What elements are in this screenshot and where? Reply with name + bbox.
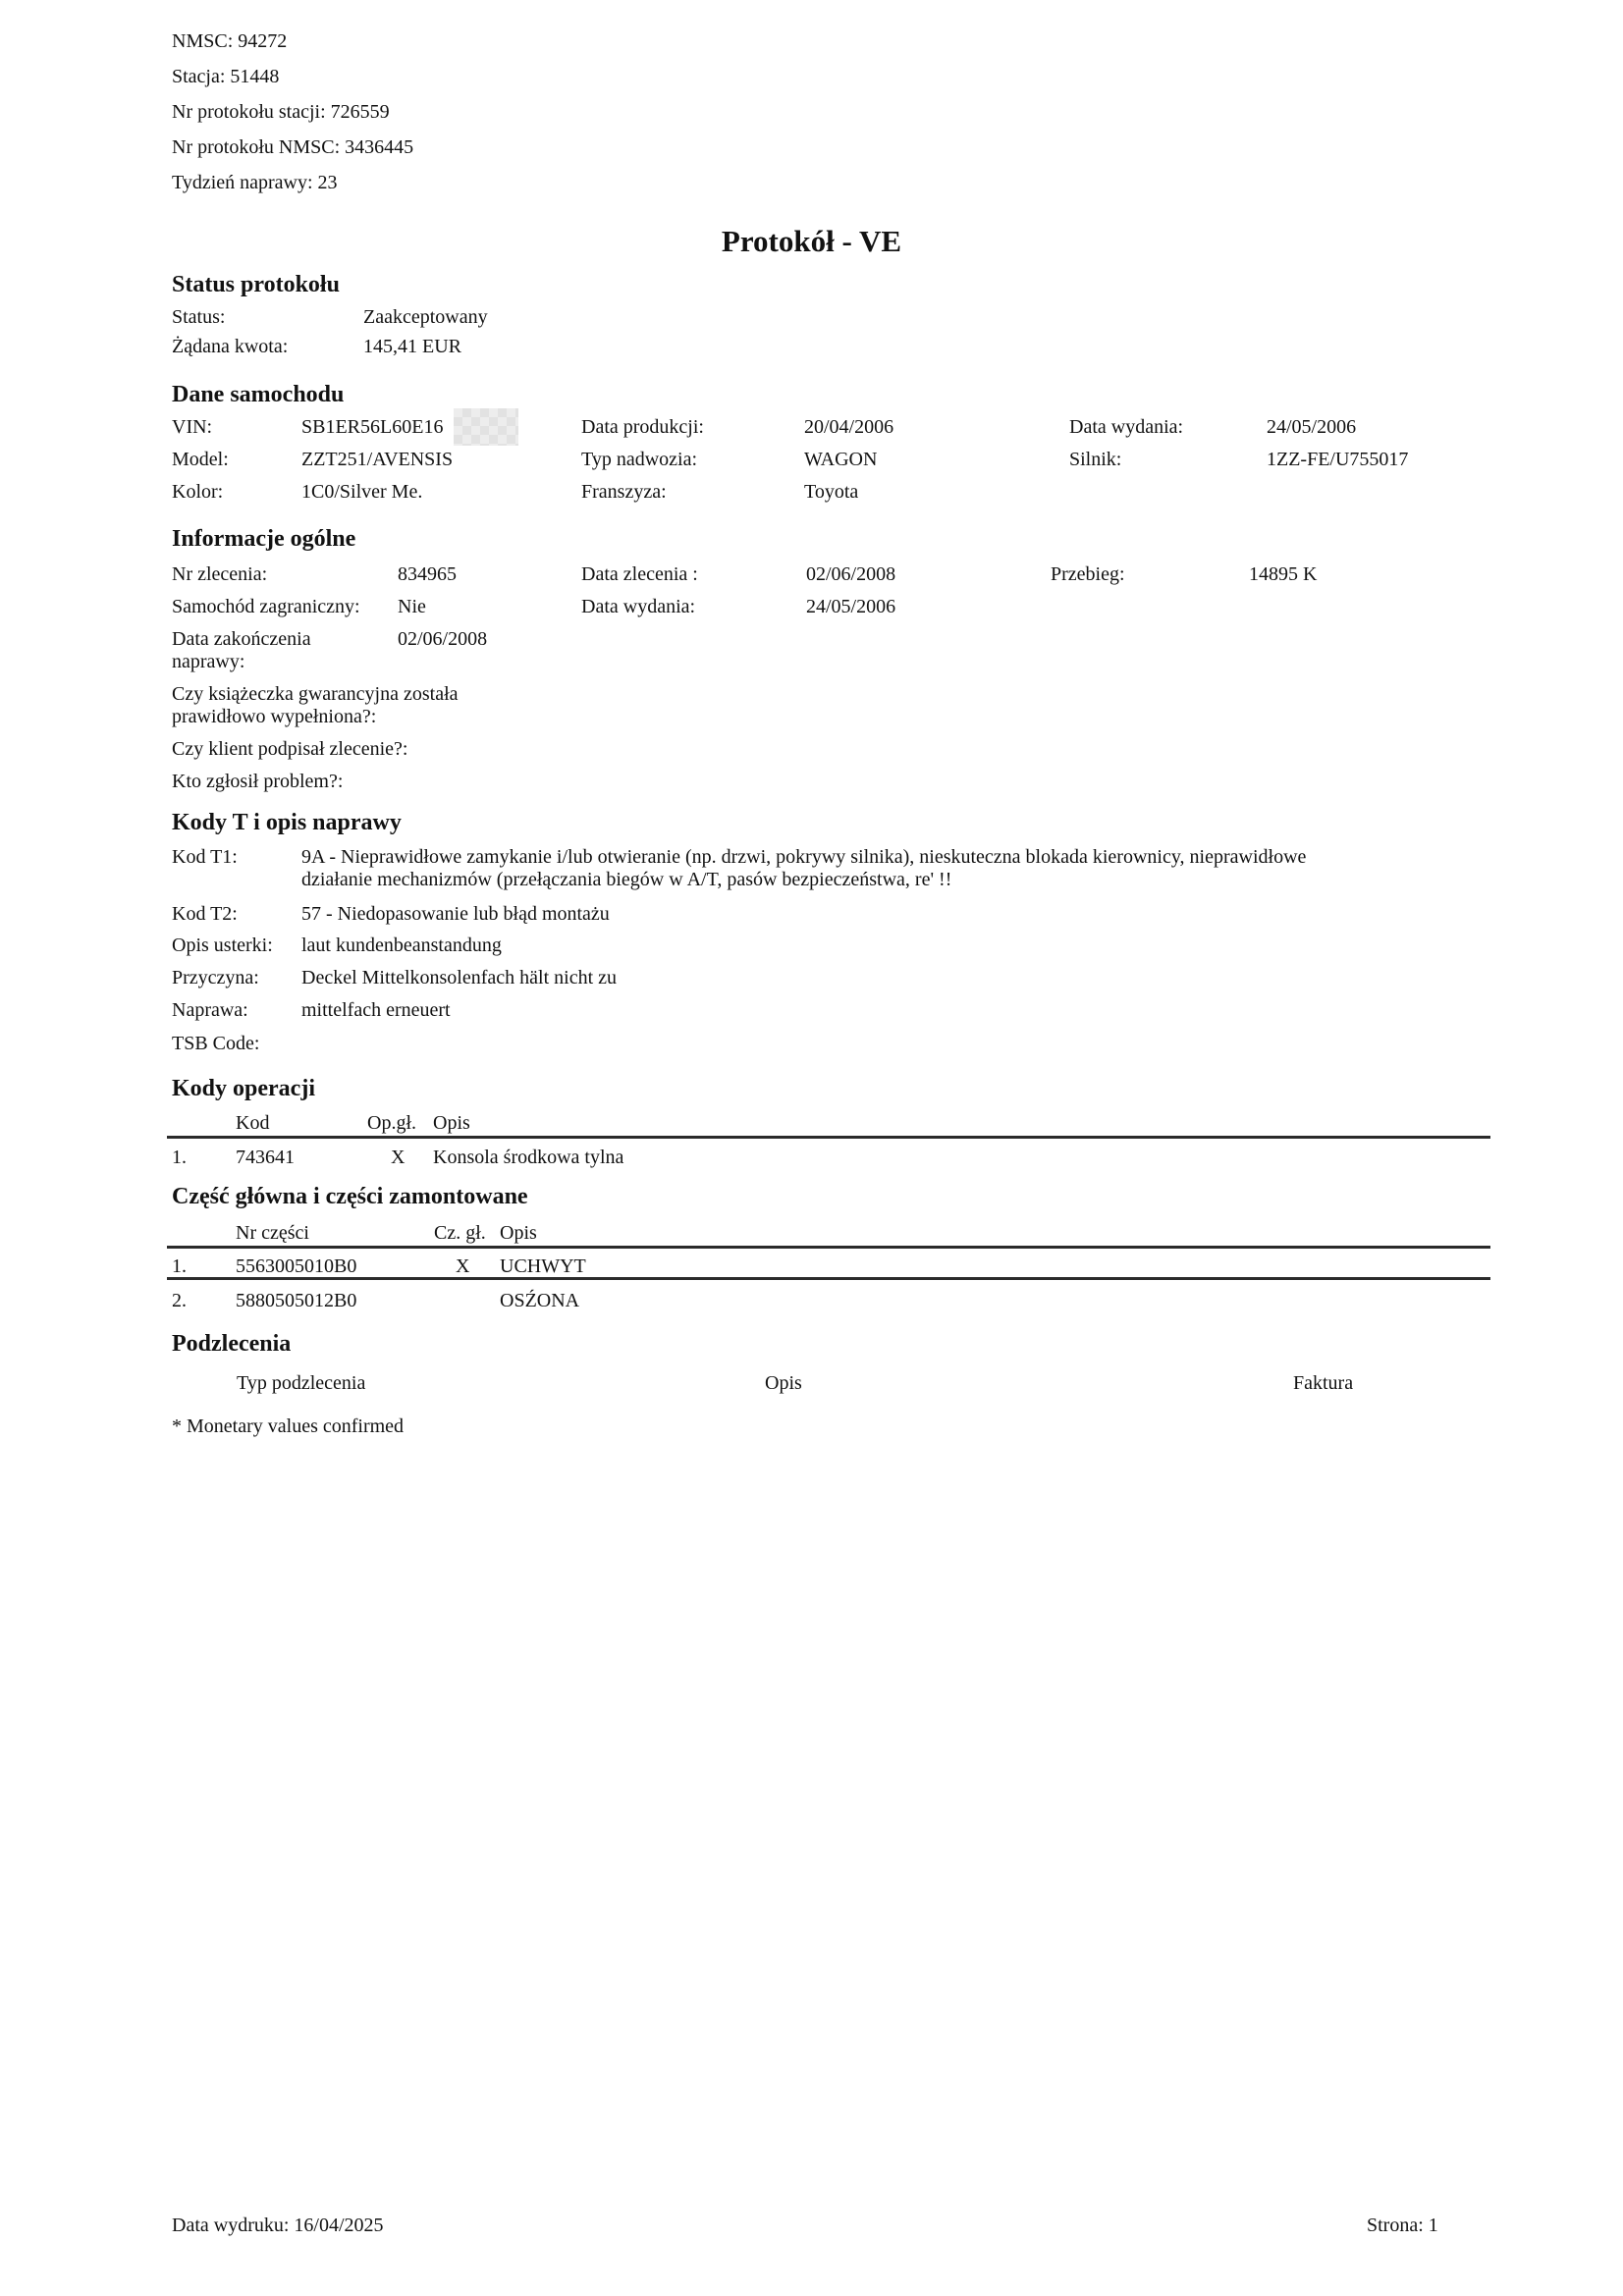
station-line: Stacja: 51448 — [172, 66, 280, 87]
status-value: Zaakceptowany — [363, 306, 488, 328]
repair-week-line: Tydzień naprawy: 23 — [172, 172, 338, 193]
repair-end-date-label-line1: Data zakończenia — [172, 628, 311, 650]
body-type-label: Typ nadwozia: — [581, 449, 698, 470]
foreign-car-value: Nie — [398, 596, 426, 617]
part-row-number: 2. — [172, 1290, 187, 1311]
t1-code-label: Kod T1: — [172, 846, 238, 868]
section-heading-parts: Część główna i części zamontowane — [172, 1184, 528, 1209]
color-value: 1C0/Silver Me. — [301, 481, 423, 503]
op-codes-header-kod: Kod — [236, 1112, 270, 1134]
t2-code-label: Kod T2: — [172, 903, 238, 925]
vin-label: VIN: — [172, 416, 213, 438]
repair-end-date-value: 02/06/2008 — [398, 628, 488, 650]
print-date: Data wydruku: 16/04/2025 — [172, 2215, 384, 2236]
warranty-book-question-line1: Czy książeczka gwarancyjna została — [172, 683, 459, 705]
monetary-note: * Monetary values confirmed — [172, 1415, 405, 1437]
general-issue-date-value: 24/05/2006 — [806, 596, 896, 617]
vin-value: SB1ER56L60E16 — [301, 416, 444, 438]
repair-label: Naprawa: — [172, 999, 248, 1021]
op-code-row-number: 1. — [172, 1147, 187, 1168]
tsb-code-label: TSB Code: — [172, 1033, 260, 1054]
production-date-label: Data produkcji: — [581, 416, 704, 438]
suborders-header-type: Typ podzlecenia — [237, 1372, 366, 1394]
order-date-value: 02/06/2008 — [806, 563, 896, 585]
station-protocol-no-line: Nr protokołu stacji: 726559 — [172, 101, 390, 123]
op-code-row-code: 743641 — [236, 1147, 295, 1168]
model-value: ZZT251/AVENSIS — [301, 449, 454, 470]
foreign-car-label: Samochód zagraniczny: — [172, 596, 360, 617]
page-title: Protokół - VE — [721, 224, 902, 258]
part-row-description: OSŹONA — [500, 1290, 580, 1311]
t1-code-value-line1: 9A - Nieprawidłowe zamykanie i/lub otwieranie (np. drzwi, pokrywy silnika), nieskuteczna blokada kierownicy, nieprawidłowe — [301, 846, 1307, 868]
production-date-value: 20/04/2006 — [804, 416, 894, 438]
warranty-book-question-line2: prawidłowo wypełniona?: — [172, 706, 377, 727]
general-issue-date-label: Data wydania: — [581, 596, 696, 617]
suborders-header-faktura: Faktura — [1293, 1372, 1354, 1394]
franchise-label: Franszyza: — [581, 481, 667, 503]
mileage-value: 14895 K — [1249, 563, 1318, 585]
order-number-label: Nr zlecenia: — [172, 563, 268, 585]
vin-redaction-block — [454, 408, 518, 446]
parts-header-rule — [167, 1246, 1490, 1249]
repair-value: mittelfach erneuert — [301, 999, 451, 1021]
t1-code-value-line2: działanie mechanizmów (przełączania biegów w A/T, pasów bezpieczeństwa, re' !! — [301, 869, 952, 890]
nmsc-protocol-no-line: Nr protokołu NMSC: 3436445 — [172, 136, 414, 158]
section-heading-general: Informacje ogólne — [172, 526, 356, 552]
engine-value: 1ZZ-FE/U755017 — [1267, 449, 1409, 470]
problem-reporter-question: Kto zgłosił problem?: — [172, 771, 344, 792]
part-row-part-number: 5563005010B0 — [236, 1255, 357, 1277]
part-row-main-flag: X — [456, 1255, 470, 1277]
section-heading-status: Status protokołu — [172, 272, 340, 297]
nmsc-line: NMSC: 94272 — [172, 30, 288, 52]
requested-amount-label: Żądana kwota: — [172, 336, 289, 357]
order-date-label: Data zlecenia : — [581, 563, 698, 585]
section-heading-op-codes: Kody operacji — [172, 1076, 315, 1101]
client-signed-question: Czy klient podpisał zlecenie?: — [172, 738, 408, 760]
color-label: Kolor: — [172, 481, 224, 503]
defect-description-value: laut kundenbeanstandung — [301, 934, 502, 956]
status-label: Status: — [172, 306, 226, 328]
op-codes-header-rule — [167, 1136, 1490, 1139]
part-row-part-number: 5880505012B0 — [236, 1290, 357, 1311]
parts-header-czgl: Cz. gł. — [434, 1222, 486, 1244]
op-codes-header-opis: Opis — [433, 1112, 470, 1134]
requested-amount-value: 145,41 EUR — [363, 336, 461, 357]
section-heading-car: Dane samochodu — [172, 382, 345, 407]
model-label: Model: — [172, 449, 229, 470]
section-heading-t-codes: Kody T i opis naprawy — [172, 810, 402, 835]
parts-row-rule — [167, 1277, 1490, 1280]
cause-value: Deckel Mittelkonsolenfach hält nicht zu — [301, 967, 618, 988]
page-number: Strona: 1 — [1367, 2215, 1438, 2236]
body-type-value: WAGON — [804, 449, 878, 470]
op-code-row-description: Konsola środkowa tylna — [433, 1147, 624, 1168]
order-number-value: 834965 — [398, 563, 457, 585]
part-row-description: UCHWYT — [500, 1255, 586, 1277]
parts-header-nr: Nr części — [236, 1222, 309, 1244]
t2-code-value: 57 - Niedopasowanie lub błąd montażu — [301, 903, 610, 925]
defect-description-label: Opis usterki: — [172, 934, 273, 956]
issue-date-label: Data wydania: — [1069, 416, 1184, 438]
section-heading-suborders: Podzlecenia — [172, 1331, 292, 1357]
op-codes-header-opgl: Op.gł. — [367, 1112, 416, 1134]
mileage-label: Przebieg: — [1051, 563, 1125, 585]
part-row-number: 1. — [172, 1255, 187, 1277]
parts-header-opis: Opis — [500, 1222, 537, 1244]
cause-label: Przyczyna: — [172, 967, 259, 988]
suborders-header-opis: Opis — [765, 1372, 802, 1394]
repair-end-date-label-line2: naprawy: — [172, 651, 245, 672]
op-code-row-main-flag: X — [391, 1147, 406, 1168]
issue-date-value: 24/05/2006 — [1267, 416, 1357, 438]
engine-label: Silnik: — [1069, 449, 1122, 470]
franchise-value: Toyota — [804, 481, 859, 503]
